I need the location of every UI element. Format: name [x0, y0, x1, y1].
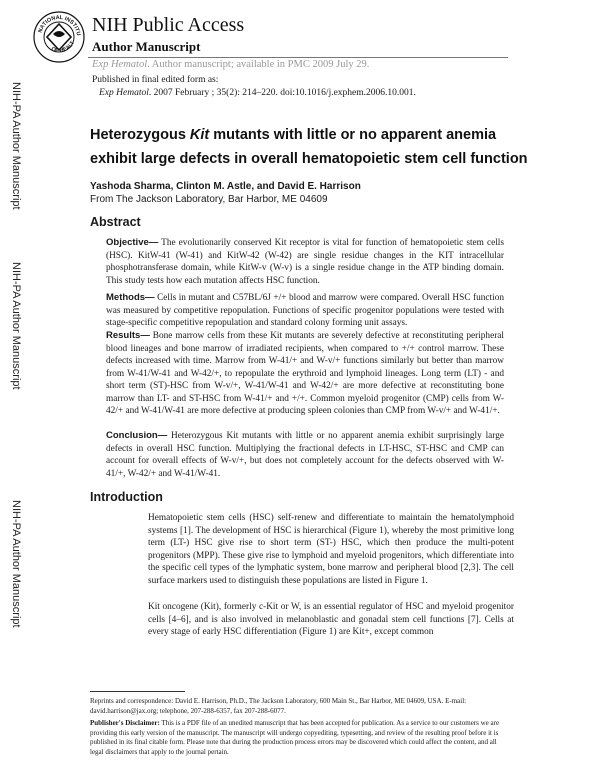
objective-text: The evolutionarily conserved Kit receptor is vital for function of hematopoietic stem cells (HSC). KitW-41 (W-41) and KitW-42 (W-42) are single residue changes in the KIT intracellular phosphotransferase domain, while KitW-v (W-v) is a single residue change in the ATP binding domain. This study tests how each mutation affects HSC function. [106, 238, 504, 286]
header-journal-line [92, 59, 369, 70]
svg-text:NATIONAL INSTITUTES: NATIONAL INSTITU [37, 14, 82, 37]
title-gene: Kit [189, 127, 210, 143]
sidebar-label-bottom: NIH-PA Author Manuscript [10, 500, 22, 628]
objective-label: Objective— [106, 237, 159, 248]
introduction-paragraph-1: Hematopoietic stem cells (HSC) self-renew and differentiate to maintain the hematolymphoid systems [1]. The development of HSC is hierarchical (Figure 1), whereby the most primitive long term (LT-) HSC give rise to short term (ST-) HSC, which then produce the multi-potent progenitors (MPP). These give rise to lymphoid and myeloid progenitors, which differentiate into the specific cell types of the lymphatic system, bone marrow and peripheral blood [2,3]. The cell surface markers used to distinguish these populations are listed in Figure 1. [148, 513, 514, 586]
methods-text: Cells in mutant and C57BL/6J +/+ blood and marrow were compared. Overall HSC function was measured by competitive repopulation. Functions of specific progenitor populations were tested with stage-specific competitive repopulation and standard colony forming unit assays. [106, 293, 505, 328]
footnote-divider [90, 691, 185, 692]
abstract-objective [106, 237, 504, 287]
abstract-results [106, 330, 504, 418]
disclaimer-text: This is a PDF file of an unedited manuscript that has been accepted for publication. As a service to our customers we are providing this early version of the manuscript. The manuscript will undergo copyediting, typesetting, and review of the resulting proof before it is published in its final citable form. Please note that during the production process errors may be discovered which could affect the content, and all legal disclaimers that apply to the journal pertain. [90, 719, 500, 756]
disclaimer-label: Publisher's Disclaimer: [90, 719, 160, 727]
citation-journal: Exp Hematol [99, 88, 149, 98]
results-label: Results— [106, 330, 150, 341]
svg-text:OF HEALTH: OF HEALT [50, 40, 77, 55]
methods-label: Methods— [106, 292, 155, 303]
header-title: NIH Public Access [92, 14, 245, 36]
nih-seal-logo [32, 10, 86, 64]
abstract-heading: Abstract [90, 215, 141, 229]
introduction-paragraph-2: Kit oncogene (Kit), formerly c-Kit or W, is an essential regulator of HSC and myeloid progenitor cells [4–6], and is also involved in melanoblastic and gonadal stem cell functions [7]. Cells at every stage of early HSC differentiation (Figure 1) are Kit+, except common [148, 602, 514, 637]
footnote-disclaimer [90, 719, 510, 757]
header-divider [88, 57, 508, 58]
title-part-1: Heterozygous [90, 127, 190, 143]
authors: Yashoda Sharma, Clinton M. Astle, and David E. Harrison [90, 181, 361, 192]
abstract-conclusion [106, 430, 504, 480]
conclusion-text: Heterozygous Kit mutants with little or no apparent anemia exhibit surprisingly large defects in overall HSC function. Multiplying the fractional defects in LT-HSC, ST-HSC and CMP can account for overall effects of W-v/+, but does not completely account for the defects observed with W-41/+, W-42/+ and W-41/W-41. [106, 431, 504, 479]
results-text: Bone marrow cells from these Kit mutants are severely defective at reconstituting peripheral blood lineages and bone marrow of irradiated recipients, when compared to +/+ control marrow. These defects increased with time. Marrow from W-41/+ and W-v/+ functions similarly but better than marrow from W-41/W-41 and W-42/+, to repopulate the erythroid and lymphoid lineages. Long term (LT) - and short term (ST)-HSC from W-v/+, W-41/W-41 and W-42/+ are more defective at reconstituting bone marrow than LT- and ST-HSC from W-41/+ and +/+. Common myeloid progenitor (CMP) cells from W-42/+ and W-41/W-41 are more defective at producing spleen colonies than CMP from W-v/+ and W-41/+. [106, 331, 505, 416]
citation-line [99, 88, 416, 98]
header-availability: . Author manuscript; available in PMC 2009 July 29. [147, 59, 370, 70]
abstract-methods [106, 292, 504, 330]
introduction-heading: Introduction [90, 490, 163, 504]
header-subtitle: Author Manuscript [92, 39, 201, 54]
citation-details: . 2007 February ; 35(2): 214–220. doi:10.1016/j.exphem.2006.10.001. [148, 88, 416, 98]
header-journal-name: Exp Hematol [92, 59, 148, 70]
title-part-2: mutants with little or no apparent anemia exhibit large defects in overall hematopoietic stem cell function [90, 127, 528, 167]
affiliation: From The Jackson Laboratory, Bar Harbor, ME 04609 [90, 194, 328, 205]
published-in-label: Published in final edited form as: [92, 75, 219, 85]
article-title [90, 123, 530, 171]
sidebar-label-middle: NIH-PA Author Manuscript [10, 262, 22, 390]
footnote-reprints: Reprints and correspondence: David E. Harrison, Ph.D., The Jackson Laboratory, 600 Main St., Bar Harbor, ME 04609, USA. E-mail: david.harrison@jax.org; telephone, 207-288-6357, fax 207-288-6077. [90, 697, 467, 715]
sidebar-label-top: NIH-PA Author Manuscript [10, 82, 22, 210]
conclusion-label: Conclusion— [106, 430, 168, 441]
